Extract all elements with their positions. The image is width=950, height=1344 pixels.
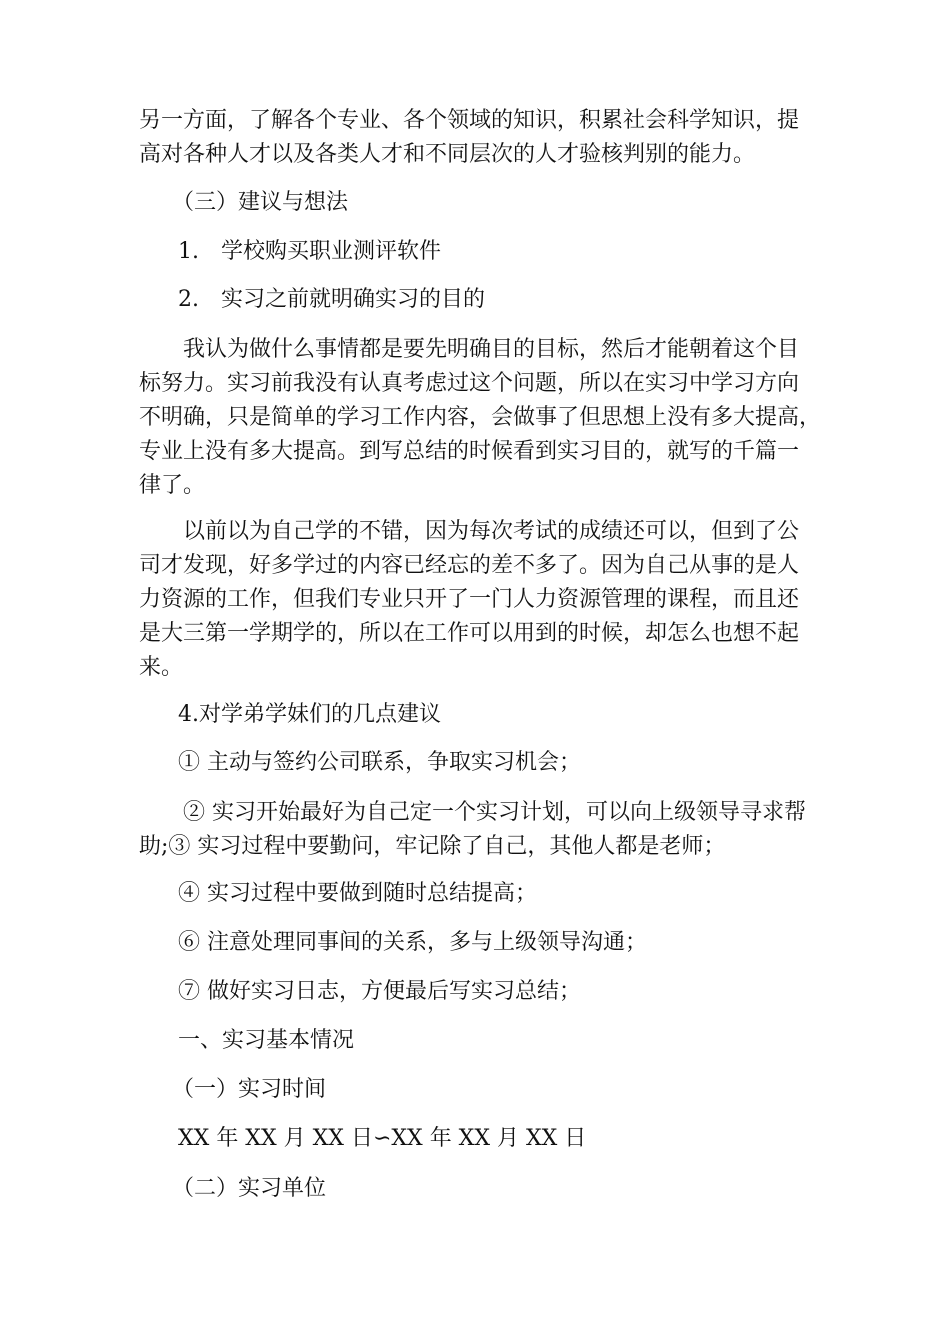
list-item-1 (178, 235, 858, 269)
text-line: ④ 实习过程中要做到随时总结提高； (178, 881, 537, 906)
list-item-4 (178, 698, 858, 732)
text-line: 专业上没有多大提高。到写总结的时候看到实习目的，就写的千篇一 (139, 439, 800, 464)
text-line: 律了。 (139, 473, 206, 498)
text-line: （二）实习单位 (172, 1176, 327, 1201)
text-line: 以前以为自己学的不错，因为每次考试的成绩还可以，但到了公 (139, 519, 800, 544)
text-line: 4.对学弟学妹们的几点建议 (178, 702, 441, 727)
section-heading-basic-info (178, 1024, 858, 1058)
text-line: （一）实习时间 (172, 1077, 327, 1102)
text-line: ② 实习开始最好为自己定一个实习计划，可以向上级领导寻求帮 (139, 800, 806, 825)
text-line: XX 年 XX 月 XX 日∽XX 年 XX 月 XX 日 (178, 1126, 587, 1151)
text-line: 一、实习基本情况 (178, 1028, 355, 1053)
advice-item-4 (178, 877, 858, 911)
text-line: 力资源的工作，但我们专业只开了一门人力资源管理的课程，而且还 (139, 587, 800, 612)
text-line: ⑦ 做好实习日志，方便最后写实习总结； (178, 979, 581, 1004)
advice-item-6 (178, 926, 858, 960)
text-line: ⑥ 注意处理同事间的关系，多与上级领导沟通； (178, 930, 647, 955)
text-line: 来。 (139, 655, 184, 680)
text-line: 2. 实习之前就明确实习的目的 (178, 287, 485, 312)
text-line: 助;③ 实习过程中要勤问，牢记除了自己，其他人都是老师； (139, 834, 726, 859)
text-line: 是大三第一学期学的，所以在工作可以用到的时候，却怎么也想不起 (139, 621, 800, 646)
text-line: 高对各种人才以及各类人才和不同层次的人才验核判别的能力。 (139, 142, 756, 167)
advice-item-7 (178, 975, 858, 1009)
advice-item-1 (178, 746, 858, 780)
text-line: ① 主动与签约公司联系，争取实习机会； (178, 750, 581, 775)
text-line: 不明确，只是简单的学习工作内容，会做事了但思想上没有多大提高， (139, 405, 822, 430)
internship-date-range (178, 1122, 858, 1156)
text-line: 司才发现，好多学过的内容已经忘的差不多了。因为自己从事的是人 (139, 553, 800, 578)
text-line: 另一方面，了解各个专业、各个领域的知识，积累社会科学知识，提 (139, 108, 800, 133)
paragraph-studies (139, 515, 819, 685)
subsection-heading-time (172, 1073, 852, 1107)
paragraph-knowledge (139, 104, 819, 172)
text-line: 我认为做什么事情都是要先明确目的目标，然后才能朝着这个目 (139, 337, 800, 362)
text-line: （三）建议与想法 (172, 190, 349, 215)
section-heading-suggestions (172, 186, 852, 220)
list-item-2 (178, 283, 858, 317)
text-line: 标努力。实习前我没有认真考虑过这个问题，所以在实习中学习方向 (139, 371, 800, 396)
subsection-heading-unit (172, 1172, 852, 1206)
text-line: 1. 学校购买职业测评软件 (178, 239, 441, 264)
paragraph-goals (139, 333, 822, 503)
advice-item-2-3 (139, 796, 819, 864)
